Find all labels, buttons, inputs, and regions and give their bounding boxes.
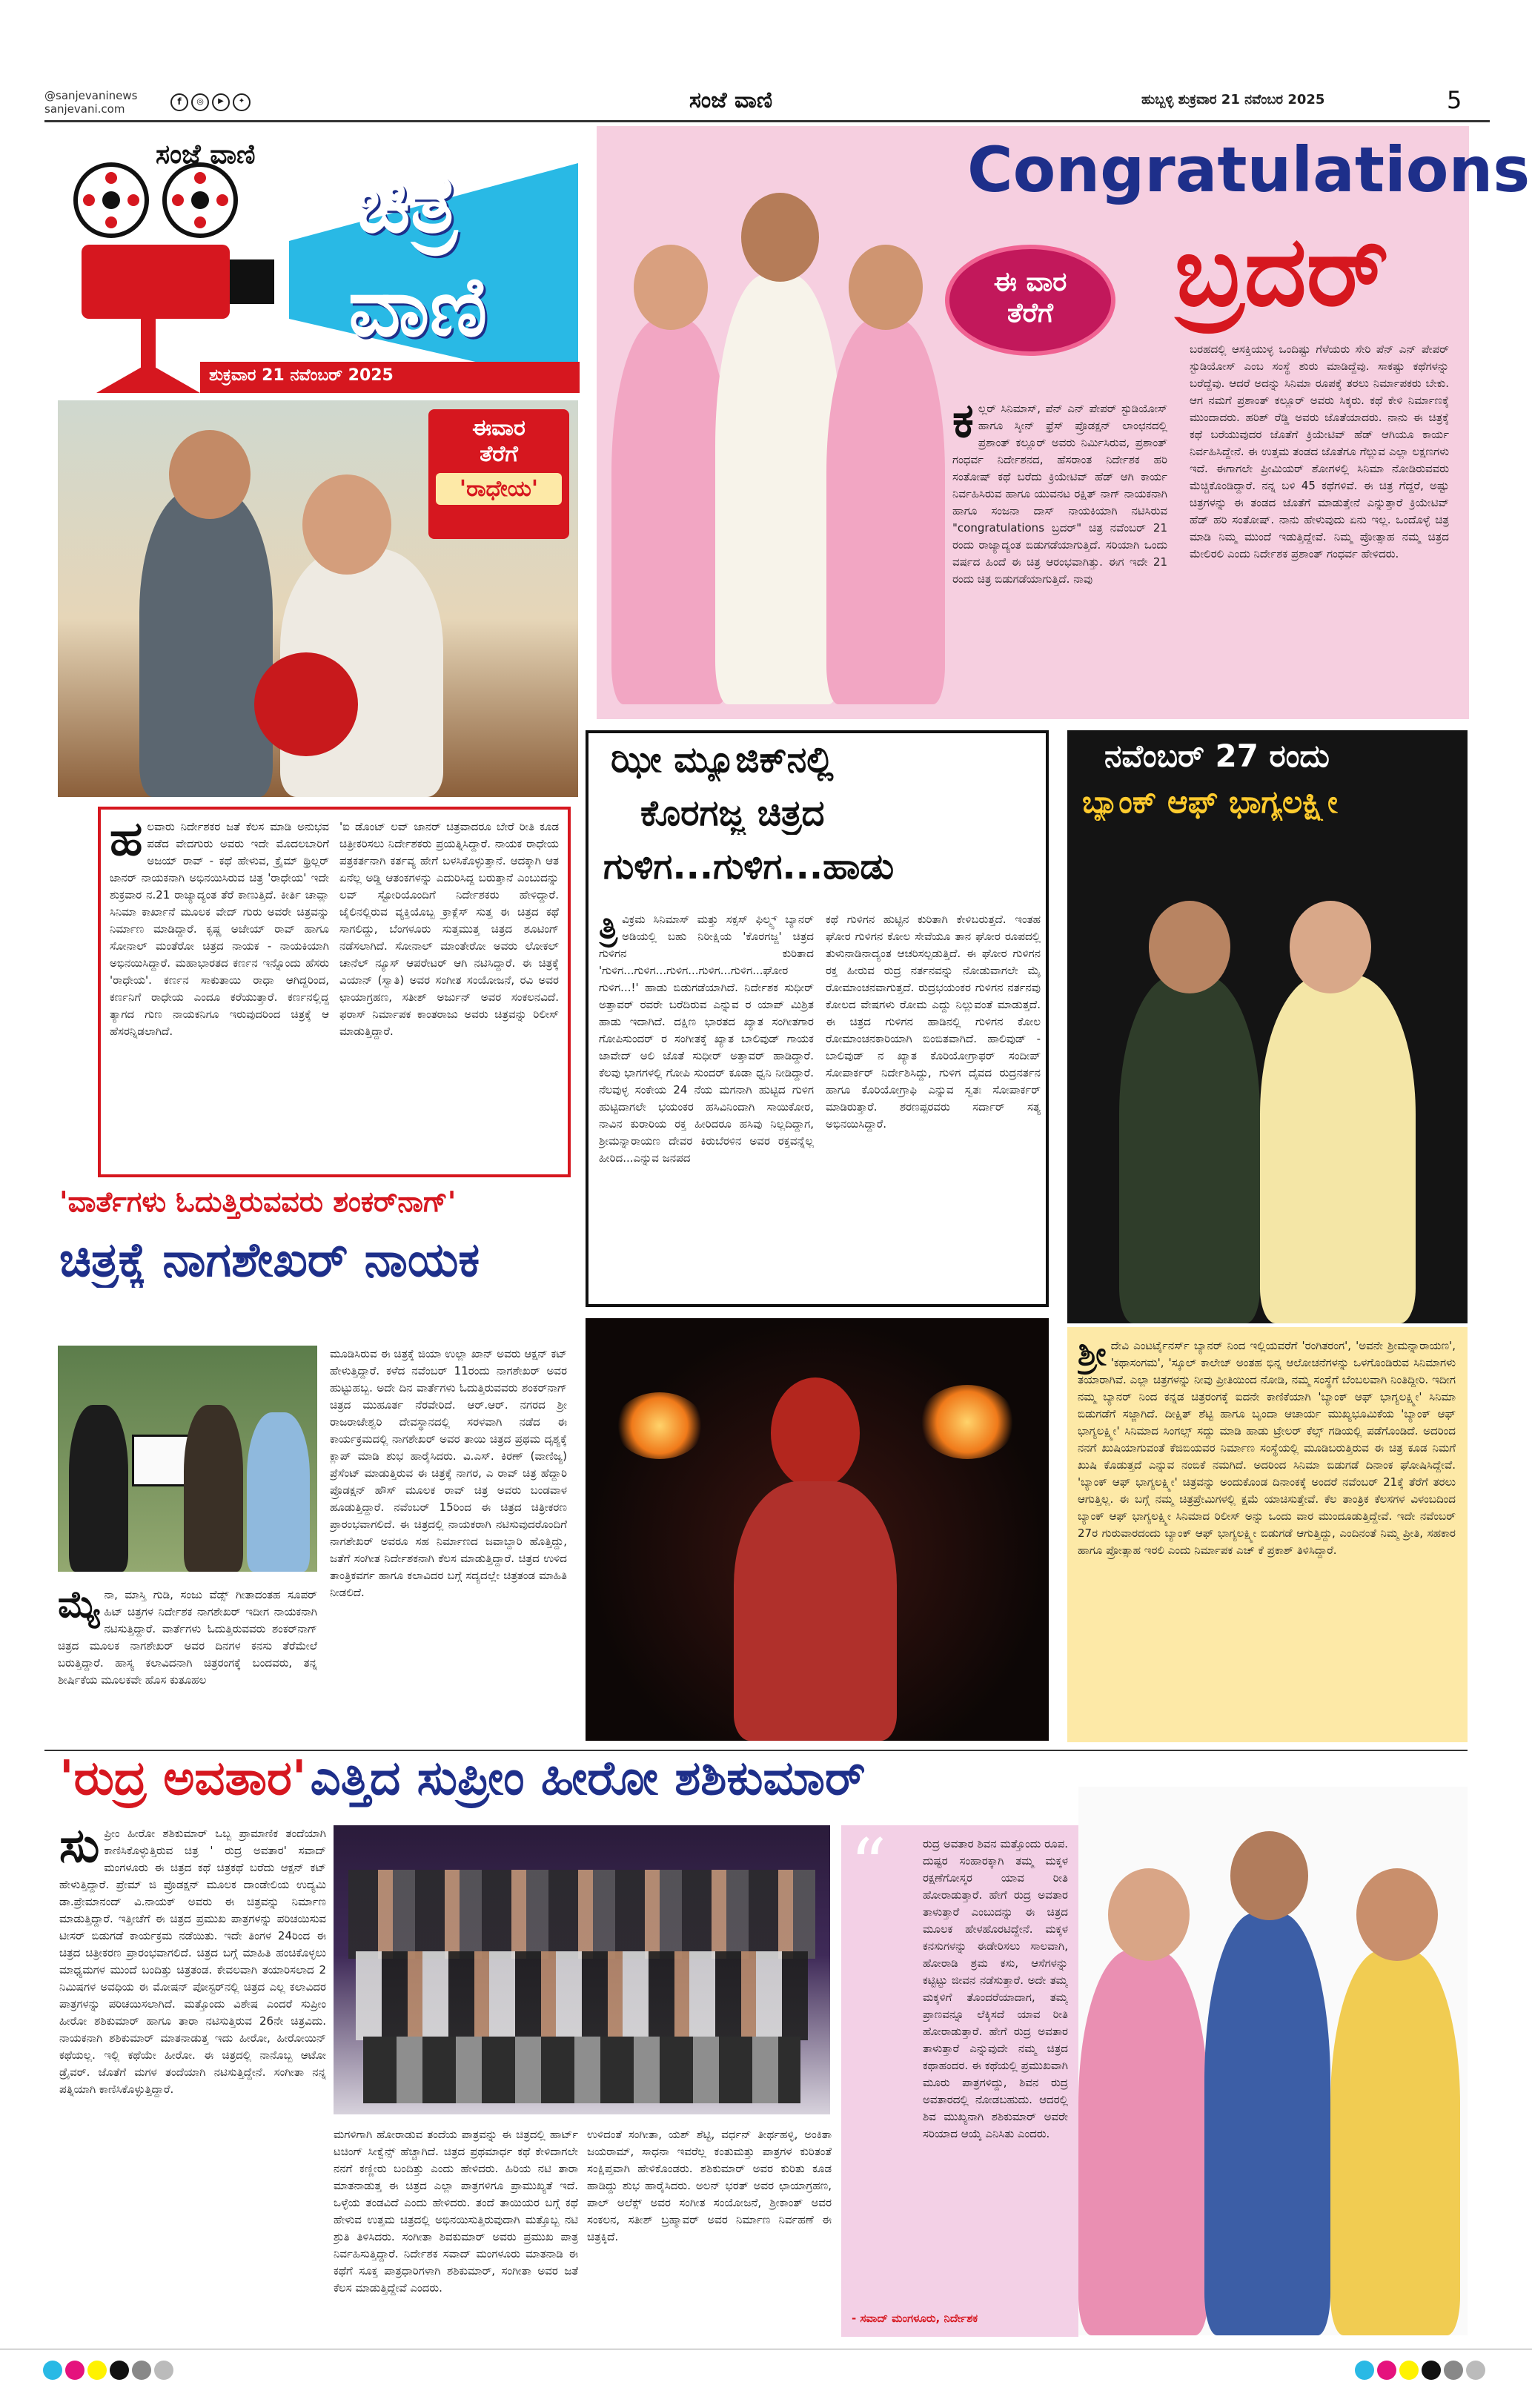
page-number: 5 [1447, 86, 1462, 114]
section-date: ಶುಕ್ರವಾರ 21 ನವೆಂಬರ್ 2025 [209, 366, 394, 385]
brother-badge [945, 245, 1115, 356]
photo-group-row-back [348, 1870, 815, 1959]
brother-congrats: Congratulations [967, 133, 1531, 206]
photo-torch-right [919, 1385, 1015, 1459]
photo-actor-center-head [741, 193, 819, 282]
shashikumar-quote-credit: - ಸವಾದ್ ಮಂಗಳೂರು, ನಿರ್ದೇಶಕ [852, 2312, 978, 2325]
brother-body-left: ಲ್ಲರ್ ಸಿನಿಮಾಸ್, ಪೆನ್ ಎನ್ ಪೇಪರ್ ಸ್ಟುಡಿಯೋಸ್ ಹಾಗೂ ಸ್ಕೀನ್ ಫ್ರೆಸ್ ಪ್ರೊಡಕ್ಷನ್ ಲಾಂಛನದಲ್ಲಿ ಪ್ರಶಾಂತ್ ಕಲ್ಲೂರ್ ಅವರು ನಿರ್ಮಿಸಿರುವ, ಪ್ರಶಾಂತ್ ಗಂಧರ್ವ ನಿರ್ದೇಶನದ, ಹೆಸರಾಂತ ನಿರ್ದೇಶಕ ಹರಿ ಸಂತೋಷ್ ಕಥೆ ಬರೆದು ಕ್ರಿಯೇಟಿವ್ ಹೆಡ್ ಆಗಿ ಕಾರ್ಯ ನಿರ್ವಹಿಸಿರುವ ಹಾಗೂ ಯುವನಟ ರಕ್ಷಿತ್ ನಾಗ್ ನಾಯಕನಾಗಿ ಹಾಗೂ ಸಂಜನಾ ದಾಸ್ ನಾಯಕಿಯಾಗಿ ನಟಿಸಿರುವ "congratulations ಬ್ರದರ್" ಚಿತ್ರ ನವೆಂಬರ್ 21 ರಂದು ರಾಜ್ಯಾದ್ಯಂತ ಬಿಡುಗಡೆಯಾಗುತ್ತಿದೆ. ಸರಿಯಾಗಿ ಒಂದು ವರ್ಷದ ಹಿಂದೆ ಈ ಚಿತ್ರ ಆರಂಭವಾಗಿತ್ತು. ಈಗ ಇದೇ 21 ರಂದು ಚಿತ್ರ ಬಿಡುಗಡೆಯಾಗುತ್ತಿದೆ. ನಾವು [952, 402, 1167, 586]
photo-actor-head [1149, 901, 1230, 993]
koragajja-body-left: ವಿಕ್ರಮ ಸಿನಿಮಾಸ್ ಮತ್ತು ಸಕ್ಸಸ್ ಫಿಲ್ಮ್ಸ್ ಬ್ಯಾನರ್ ಅಡಿಯಲ್ಲಿ ಬಹು ನಿರೀಕ್ಷಿಯ 'ಕೊರಗಜ್ಜ' ಚಿತ್ರದ ಗುಳಿಗನ ಕುರಿತಾದ 'ಗುಳಿಗ...ಗುಳಿಗ...ಗುಳಿಗ...ಗುಳಿಗ...ಗುಳಿಗ...ಘೋರ ಗುಳಿಗ...!' ಹಾಡು ಬಿಡುಗಡೆಯಾಗಿದೆ. ನಿರ್ದೇಶಕ ಸುಧೀರ್ ಅತ್ತಾವರ್ ರವರೇ ಬರೆದಿರುವ ಎನ್ನುವ ರ ಯಾಪ್ ಮಿಶ್ರಿತ ಹಾಡು ಇದಾಗಿದೆ. ದಕ್ಷಿಣ ಭಾರತದ ಖ್ಯಾತ ಸಂಗೀತಗಾರ ಗೋಪಿಸುಂದರ್ ರ ಸಂಗೀತಕ್ಕೆ ಖ್ಯಾತ ಬಾಲಿವುಡ್ ಗಾಯಕ ಜಾವೇದ್ ಅಲಿ ಜೊತೆ ಸುಧೀರ್ ಅತ್ತಾವರ್ ಹಾಡಿದ್ದಾರೆ. ಕೆಲವು ಭಾಗಗಳಲ್ಲಿ ಗೋಪಿ ಸುಂದರ್ ಕೂಡಾ ಧ್ವನಿ ನೀಡಿದ್ದಾರೆ. ನೆಲವುಳ್ಳ ಸಂಕೇಯ 24 ನೆಯ ಮಗನಾಗಿ ಹುಟ್ಟಿದ ಗುಳಿಗ ಹುಟ್ಟಿದಾಗಲೇ ಭಯಂಕರ ಹಸಿವಿನಿಂದಾಗಿ ಸಾಯಿಕೋರ, ನಾವಿನ ಕುರಾರಿಯ ರಕ್ತ ಹೀರಿದರೂ ಹಸಿವು ನಿಲ್ಲದಿದ್ದಾಗ, ಶ್ರೀಮನ್ನಾರಾಯಣ ದೇವರ ಕಿರುಬೆರಳಿನ ಅವರ ರಕ್ತವನ್ನೆಲ್ಲ ಹೀರಿದ...ಎನ್ನುವ ಜನಪದ [599, 913, 814, 1165]
twitter-icon[interactable]: ✦ [233, 93, 251, 111]
brother-feature [597, 126, 1531, 719]
photo-actor-center [715, 274, 841, 704]
photo-actress-right [826, 319, 945, 704]
photo-actor-male-head [169, 430, 251, 519]
koragajja-headline-1: ಝೀ ಮ್ಯೂಜಿಕ್‌ನಲ್ಲಿ [611, 739, 834, 781]
bhagyalakshmi-headline-2: ಬ್ಯಾಂಕ್ ಆಫ್ ಭಾಗ್ಯಲಕ್ಷ್ಮೀ [1082, 784, 1338, 820]
photo-person-1 [69, 1405, 128, 1572]
bhagyalakshmi-col [1078, 1337, 1456, 1730]
shashikumar-quote: ರುದ್ರ ಅವತಾರ ಶಿವನ ಮತ್ತೊಂದು ರೂಪ. ದುಷ್ಟರ ಸಂಹಾರಕ್ಕಾಗಿ ತಮ್ಮ ಮಕ್ಕಳ ರಕ್ಷಣೆಗೋಸ್ಕರ ಯಾವ ರೀತಿ ಹೋರಾಡುತ್ತಾರೆ. ಹೇಗೆ ರುದ್ರ ಅವತಾರ ತಾಳುತ್ತಾರೆ ಎಂಬುದನ್ನು ಈ ಚಿತ್ರದ ಮೂಲಕ ಹೇಳಹೊರಟಿದ್ದೇನೆ. ಮಕ್ಕಳ ಕನಸುಗಳನ್ನು ಈಡೇರಿಸಲು ಸಾಲವಾಗಿ, ಹೋರಾಡಿ ಶ್ರಮ ಕಸು, ಆಸೆಗಳನ್ನು ಕಟ್ಟಿಟ್ಟು ಜೀವನ ನಡೆಸುತ್ತಾರೆ. ಅದೇ ತಮ್ಮ ಮಕ್ಕಳಿಗೆ ತೊಂದರೆಯಾದಾಗ, ತಮ್ಮ ಪ್ರಾಣವನ್ನೂ ಲೆಕ್ಕಿಸದೆ ಯಾವ ರೀತಿ ಹೋರಾಡುತ್ತಾರೆ. ಹೇಗೆ ರುದ್ರ ಅವತಾರ ತಾಳುತ್ತಾರೆ ಎನ್ನುವುದೇ ನಮ್ಮ ಚಿತ್ರದ ಕಥಾಹಂದರ. ಈ ಕಥೆಯಲ್ಲಿ ಪ್ರಮುಖವಾಗಿ ಮೂರು ಪಾತ್ರಗಳಿದ್ದು, ಶಿವನ ರುದ್ರ ಅವತಾರದಲ್ಲಿ ನೋಡಬಹುದು. ಆದರಲ್ಲಿ ಶಿವ ಮುಖ್ಯನಾಗಿ ಶಶಿಕುಮಾರ್ ಅವರೇ ಸರಿಯಾದ ಆಯ್ಕೆ ಎನಿಸಿತು ಎಂದರು. [923, 1837, 1068, 2140]
website-link[interactable]: sanjevani.com [44, 102, 125, 116]
photo-actor-male [139, 489, 273, 797]
shankarnag-col1 [58, 1587, 317, 1739]
section-title-line2: ವಾಣಿ [348, 259, 488, 354]
bhagyalakshmi-body: ದೇವಿ ಎಂಟರ್ಟೈನರ್ಸ್ ಬ್ಯಾನರ್ ನಿಂದ ಇಲ್ಲಿಯವರೆಗೆ 'ರಂಗಿತರಂಗ', 'ಅವನೇ ಶ್ರೀಮನ್ನಾರಾಯಣ', 'ಕಥಾಸಂಗಮ', 'ಸ್ಕೂಲ್ ಕಾಲೇಜ್ ಅಂತಹ ಭಿನ್ನ ಆಲೋಚನೆಗಳನ್ನು ಒಳಗೊಂಡಿರುವ ಸಿನಿಮಾಗಳು ತಯಾರಾಗಿವೆ. ಎಲ್ಲಾ ಚಿತ್ರಗಳನ್ನು ನೀವು ಪ್ರೀತಿಯಿಂದ ನೋಡಿ, ನಮ್ಮ ಸಂಸ್ಥೆಗೆ ಬೆಂಬಲವಾಗಿ ನಿಂತಿದ್ದೀರಿ. ಇದೀಗ ನಮ್ಮ ಬ್ಯಾನರ್ ನಿಂದ ಕನ್ನಡ ಚಿತ್ರರಂಗಕ್ಕೆ ಐದನೇ ಕಾಣಿಕೆಯಾಗಿ 'ಬ್ಯಾಂಕ್ ಆಫ್ ಭಾಗ್ಯಲಕ್ಷ್ಮೀ' ಸಿನಿಮಾ ಬಿಡುಗಡೆಗೆ ಸಜ್ಜಾಗಿದೆ. ದೀಕ್ಷಿತ್ ಶೆಟ್ಟಿ ಹಾಗೂ ಬೃಂದಾ ಆಚಾರ್ಯ ಮುಖ್ಯಭೂಮಿಕೆಯ 'ಬ್ಯಾಂಕ್ ಆಫ್ ಭಾಗ್ಯಲಕ್ಷ್ಮೀ' ಸಿನಿಮಾದ ಸಿಂಗಲ್ಸ್ ಸದ್ದು ಮಾಡಿ ಹಾಡು ಟ್ರೇಲರ್ ಕೆಲ್ಸ್ ಗಡಿಯಲ್ಲಿ ಪಡೆಗೊಂಡಿದೆ. ಅದರಿಂದ ನನಗೆ ಖುಷಿಯಾಗುವಂತೆ ಕೆಜಿಬಿಯವರ ನಿರ್ಮಾಣ ಸಂಸ್ಥೆಯಲ್ಲಿ ಮೂಡಿಬರುತ್ತಿರುವ ಈ ಚಿತ್ರ ಕೂಡ ನಿಮಗೆ ಖುಷಿ ಕೊಡುತ್ತದೆ ಎನ್ನುವ ನಂಬಿಕೆ ನಮಗಿದೆ. ಅದರಿಂದ ಸಿನಿಮಾ ಬಿಡುಗಡೆ ದಿನಾಂಕ ಘೋಷಿಸಿದ್ದೇವೆ. 'ಬ್ಯಾಂಕ್ ಆಫ್ ಭಾಗ್ಯಲಕ್ಷ್ಮೀ' ಚಿತ್ರವನ್ನು ಅಂದುಕೊಂಡ ದಿನಾಂಕಕ್ಕೆ ಅಂದರೆ ನವೆಂಬರ್ 21ಕ್ಕೆ ತೆರೆಗೆ ತರಲು ಆಗುತ್ತಿಲ್ಲ. ಈ ಬಗ್ಗೆ ನಮ್ಮ ಚಿತ್ರಪ್ರೇಮಿಗಳಲ್ಲಿ ಕ್ಷಮೆ ಯಾಚಿಸುತ್ತೇವೆ. ಕೆಲ ತಾಂತ್ರಿಕ ಕೆಲಸಗಳ ವಿಳಂಬದಿಂದ ಬ್ಯಾಂಕ್ ಆಫ್ ಭಾಗ್ಯಲಕ್ಷ್ಮೀ ಸಿನಿಮಾದ ರಿಲೀಸ್ ಅನ್ನು ಒಂದು ವಾರ ಮುಂದೂಡುತ್ತಿದ್ದೇವೆ. ಇದೇ ನವೆಂಬರ್ 27ರ ಗುರುವಾರದಂದು ಬ್ಯಾಂಕ್ ಆಫ್ ಭಾಗ್ಯಲಕ್ಷ್ಮೀ ಬಿಡುಗಡೆ ಆಗುತ್ತಿದ್ದು, ಎಂದಿನಂತೆ ನಿಮ್ಮ ಪ್ರೀತಿ, ಸಹಕಾರ ಹಾಗೂ ಪ್ರೋತ್ಸಾಹ ಇರಲಿ ಎಂದು ನಿರ್ಮಾಪಕ ಎಚ್ ಕೆ ಪ್ರಕಾಶ್ ತಿಳಿಸಿದ್ದಾರೆ. [1078, 1339, 1456, 1557]
koragajja-article [586, 730, 1049, 1307]
shashikumar-cast-photo [1078, 1787, 1468, 2335]
photo-actress-right-head [849, 245, 923, 330]
dateline: ಹುಬ್ಬಳ್ಳಿ ಶುಕ್ರವಾರ 21 ನವೆಂಬರ 2025 [1141, 92, 1325, 108]
photo-actor [1119, 975, 1260, 1323]
social-icons [170, 93, 251, 111]
brother-dropcap: ಕ [952, 400, 974, 449]
shankarnag-article [44, 1182, 578, 1746]
photo-performer-body [734, 1481, 897, 1741]
photo-actress-left-head [1108, 1868, 1190, 1961]
bhagyalakshmi-photo [1067, 730, 1468, 1323]
photo-torch-left [615, 1392, 704, 1459]
brother-col2: ಬರಹದಲ್ಲಿ ಆಸಕ್ತಿಯುಳ್ಳ ಒಂದಿಷ್ಟು ಗೆಳೆಯರು ಸೇರಿ ಪೆನ್ ಎನ್ ಪೇಪರ್ ಸ್ಟುಡಿಯೋಸ್ ಎಂಬ ಸಂಸ್ಥೆ ಶುರು ಮಾಡಿದ್ದೆವು. ಸಾಕಷ್ಟು ಕಥೆಗಳನ್ನು ಬರೆದ್ದೆವು. ಆದರೆ ಅದನ್ನು ಸಿನಿಮಾ ರೂಪಕ್ಕೆ ತರಲು ನಿರ್ಮಾಪಕರು ಬೇಕು. ಆಗ ನಮಗೆ ಪ್ರಶಾಂತ್ ಕಲ್ಲೂರ್ ಅವರು ಸಿಕ್ಕರು. ಕಥೆ ಕೇಳಿ ನಿರ್ಮಾಣಕ್ಕೆ ಮುಂದಾದರು. ಹರಿಶ್ ರೆಡ್ಡಿ ಅವರು ಜೊತೆಯಾದರು. ನಾನು ಈ ಚಿತ್ರಕ್ಕೆ ಕಥೆ ಬರೆಯುವುದರ ಜೊತೆಗೆ ಕ್ರಿಯೇಟಿವ್ ಹೆಡ್ ಆಗಿಯೂ ಕಾರ್ಯ ನಿರ್ವಹಿಸಿದ್ದೇನೆ. ಈ ಉತ್ತಮ ತಂಡದ ಜೊತೆಗೂ ಗೆಲ್ಲುವ ಎಲ್ಲಾ ಲಕ್ಷಣಗಳು ಇದೆ. ಈಗಾಗಲೇ ಪ್ರೀಮಿಯರ್ ಶೋಗಳಲ್ಲಿ ಸಿನಿಮಾ ನೋಡಿರುವವರು ಮೆಚ್ಚಿಕೊಂಡಿದ್ದಾರೆ. ನನ್ನ ಬಳಿ 45 ಕಥೆಗಳಿವೆ. ಈ ಚಿತ್ರ ಗೆದ್ದರೆ, ಅಷ್ಟು ಚಿತ್ರಗಳನ್ನು ಈ ತಂಡದ ಜೊತೆಗೆ ಮಾಡುತ್ತೇನೆ ಎನ್ನುತ್ತಾರೆ ಕ್ರಿಯೇಟಿವ್ ಹೆಡ್ ಹರಿ ಸಂತೋಷ್. ನಾನು ಹೇಳುವುದು ಏನು ಇಲ್ಲ. ಒಂದೊಳ್ಳೆ ಚಿತ್ರ ಮಾಡಿ ನಿಮ್ಮ ಮುಂದೆ ಇಡುತ್ತಿದ್ದೇವೆ. ನಿಮ್ಮ ಪ್ರೋತ್ಸಾಹ ನಮ್ಮ ಚಿತ್ರದ ಮೇಲಿರಲಿ ಎಂದು ನಿರ್ದೇಶಕ ಪ್ರಶಾಂತ್ ಗಂಧರ್ವ ಹೇಳಿದರು. [1190, 343, 1449, 560]
radheya-badge-title: 'ರಾಧೇಯ' [436, 473, 562, 505]
photo-actress-left [611, 319, 730, 704]
brother-title: ಬ್ರದರ್ [1175, 215, 1389, 328]
photo-actress-right-head [1356, 1868, 1438, 1961]
section-title-line1: ಚಿತ್ರ [356, 156, 457, 251]
shashikumar-headline [59, 1751, 1156, 1818]
section-brand: ಸಂಜೆ ವಾಣಿ [156, 139, 256, 170]
brother-photo [597, 126, 952, 704]
radheya-photo [58, 400, 578, 797]
brother-col1 [952, 400, 1167, 712]
photo-actress-left [1078, 1950, 1208, 2335]
radheya-article [98, 807, 571, 1177]
koragajja-dropcap: ತ್ರಿ [599, 911, 618, 946]
section-date-bar [200, 362, 580, 393]
bhagyalakshmi-article [1067, 1327, 1468, 1742]
photo-actress-right [1330, 1950, 1460, 2335]
shankarnag-dropcap: ಮ್ಯೆ [58, 1587, 100, 1626]
shashikumar-col3: ಉಳಿದಂತೆ ಸಂಗೀತಾ, ಯಶ್ ಶೆಟ್ಟಿ, ವರ್ಧನ್ ತೀರ್ಥಹಳ್ಳಿ, ಅಂಕಿತಾ ಜಯರಾಮ್, ಸಾಧನಾ ಇವರೆಲ್ಲ ಕಂತುಮತ್ತು ಪಾತ್ರಗಳ ಕುರಿತಂತೆ ಸಂಕ್ಷಿಪ್ತವಾಗಿ ಹೇಳಿಕೊಂಡರು. ಶಶಿಕುಮಾರ್ ಅವರ ಕುರಿತು ಕೂಡ ಹಾಡಿದ್ದು ಶುಭ ಹಾರೈಸಿದರು. ಅಲನ್ ಭರತ್ ಅವರ ಛಾಯಾಗ್ರಹಣ, ಪಾಲ್ ಅಲೆಕ್ಸ್ ಅವರ ಸಂಗೀತ ಸಂಯೋಜನೆ, ಶ್ರೀಕಾಂತ್ ಅವರ ಸಂಕಲನ, ಸತೀಶ್ ಬ್ರಹ್ಮಾವರ್ ಅವರ ನಿರ್ಮಾಣ ನಿರ್ವಹಣೆ ಈ ಚಿತ್ರಕ್ಕಿದೆ. [587, 2128, 832, 2243]
shashikumar-headline-rest: ಎತ್ತಿದ ಸುಪ್ರೀಂ ಹೀರೋ ಶಶಿಕುಮಾರ್ [310, 1751, 866, 1806]
radheya-dropcap: ಹ [110, 818, 143, 867]
brother-badge-line1: ಈ ವಾರ [993, 267, 1067, 297]
shashikumar-body-col1: ಪ್ರೀಂ ಹೀರೋ ಶಶಿಕುಮಾರ್ ಒಬ್ಬ ಪ್ರಾಮಾಣಿಕ ತಂದೆಯಾಗಿ ಕಾಣಿಸಿಕೊಳ್ಳುತ್ತಿರುವ ಚಿತ್ರ ' ರುದ್ರ ಅವತಾರ' ಸವಾದ್ ಮಂಗಳೂರು ಈ ಚಿತ್ರದ ಕಥೆ ಚಿತ್ರಕಥೆ ಬರೆದು ಆಕ್ಷನ್ ಕಟ್ ಹೇಳುತ್ತಿದ್ದಾರೆ. ಪ್ರೇಮ್ ಜಿ ಪ್ರೊಡಕ್ಷನ್ ಮೂಲಕ ದಾಂಡೇಲಿಯ ಉದ್ಯಮಿ ಡಾ.ಪ್ರೇಮಾನಂದ್ ವಿ.ನಾಯಕ್ ಅವರು ಈ ಚಿತ್ರವನ್ನು ನಿರ್ಮಾಣ ಮಾಡುತ್ತಿದ್ದಾರೆ. ಇತ್ತೀಚೆಗೆ ಈ ಚಿತ್ರದ ಪ್ರಮುಖ ಪಾತ್ರಗಳನ್ನು ಪರಿಚಯಿಸುವ ಟೀಸರ್ ಬಿಡುಗಡೆ ಕಾರ್ಯಕ್ರಮ ನಡೆಯಿತು. ಇದೇ ತಿಂಗಳ 24ರಿಂದ ಈ ಚಿತ್ರದ ಚಿತ್ರೀಕರಣ ಪ್ರಾರಂಭವಾಗಲಿದೆ. ಚಿತ್ರದ ಬಗ್ಗೆ ಮಾಹಿತಿ ಹಂಚಿಕೊಳ್ಳಲು ಮಾಧ್ಯಮಗಳ ಮುಂದೆ ಬಂದಿತ್ತು ಚಿತ್ರತಂಡ. ಕೇವಲವಾಗಿ ತಯಾರಿಸಲಾದ 2 ನಿಮಿಷಗಳ ಅವಧಿಯ ಈ ಮೋಷನ್ ಪೋಸ್ಟರ್‌ನಲ್ಲಿ ಚಿತ್ರದ ಎಲ್ಲ ಕಲಾವಿದರ ಪಾತ್ರಗಳನ್ನು ಪರಿಚಯಿಸಲಾಗಿದೆ. ಮತ್ತೊಂದು ವಿಶೇಷ ಎಂದರೆ ಸುಪ್ರೀಂ ಹೀರೋ ಶಶಿಕುಮಾರ್ ಹಾಗೂ ತಾರಾ ನಟಿಸುತ್ತಿರುವ 26ನೇ ಚಿತ್ರವಿದು. ನಾಯಕನಾಗಿ ಶಶಿಕುಮಾರ್ ಮಾತನಾಡುತ್ತ ಇದು ಹೀರೋ, ಹೀರೋಯಿನ್ ಕಥೆಯಲ್ಲ. ಇಲ್ಲಿ ಕಥೆಯೇ ಹೀರೋ. ಈ ಚಿತ್ರದಲ್ಲಿ ನಾನೊಬ್ಬ ಆಟೋ ಡ್ರೈವರ್. ಜೊತೆಗೆ ಮಗಳ ತಂದೆಯಾಗಿ ನಟಿಸುತ್ತಿದ್ದೇನೆ. ಸಂಗೀತಾ ನನ್ನ ಪತ್ನಿಯಾಗಿ ಕಾಣಿಸಿಕೊಳ್ಳುತ್ತಿದ್ದಾರೆ. [59, 1827, 326, 2096]
radheya-col2: 'ಐ ಡೊಂಟ್ ಲವ್ ಜಾನರ್ ಚಿತ್ರವಾದರೂ ಬೇರೆ ರೀತಿ ಕೂಡ ಚಿತ್ರೀಕರಿಸಲು ನಿರ್ದೇಶಕರು ಪ್ರಯತ್ನಿಸಿದ್ದಾರೆ. ನಾಯಕ ರಾಧೇಯ ಪತ್ರಕರ್ತನಾಗಿ ಕರ್ತವ್ಯ ಹೇಗೆ ಬಳಸಿಕೊಳ್ಳುತ್ತಾನೆ. ಆದಕ್ಕಾಗಿ ಆತ ಏನೆಲ್ಲ ಅಡ್ಡಿ ಆತಂಕಗಳನ್ನು ಎದುರಿಸಿದ್ದ ಬರುತ್ತಾನೆ ಎಂಬುದನ್ನು ಲವ್ ಸ್ಟೋರಿಯೊಂದಿಗೆ ನಿರ್ದೇಶಕರು ಹೇಳಿದ್ದಾರೆ. ಜೈಲಿನಲ್ಲಿರುವ ವ್ಯಕ್ತಿಯೊಬ್ಬ ಕ್ರಾಕ್ಲೆಸ್ ಸುತ್ತ ಈ ಚಿತ್ರದ ಕಥೆ ಸಾಗಲಿದ್ದು, ಬೆಂಗಳೂರು ಸುತ್ತಮುತ್ತ ಚಿತ್ರದ ಶೂಟಿಂಗ್ ನಡೆಸಲಾಗಿದೆ. ಸೋನಾಲ್ ಮಾಂತೇರೋ ಅವರು ಲೋಕಲ್ ಚಾನೆಲ್ ನ್ಯೂಸ್ ಆಪರೇಟರ್ ಆಗಿ ನಟಿಸಿದ್ದಾರೆ. ಈ ಚಿತ್ರಕ್ಕೆ ವಿಯಾನ್ (ಸ್ವಾತಿ) ಅವರ ಸಂಗೀತ ಸಂಯೋಜನೆ, ರವಿ ಅವರ ಛಾಯಾಗ್ರಹಣ, ಸತೀಶ್ ಅರ್ಜುನ್ ಅವರ ಸಂಕಲನವಿದೆ. ಫರಾಸ್ ನಿರ್ಮಾಪಕ ಕಾಂತರಾಜು ಅವರು ಚಿತ್ರವನ್ನು ರಿಲೀಸ್ ಮಾಡುತ್ತಿದ್ದಾರೆ. [339, 820, 559, 1038]
shashikumar-col1 [59, 1825, 326, 2329]
photo-person-3 [247, 1412, 310, 1572]
shashikumar-col2: ಮಗಳಿಗಾಗಿ ಹೋರಾಡುವ ತಂದೆಯ ಪಾತ್ರವನ್ನು ಈ ಚಿತ್ರದಲ್ಲಿ ಹಾರ್ಟ್ ಟಚಿಂಗ್ ಸೀಕ್ವೆನ್ಸ್ ಹೆಚ್ಚಾಗಿದೆ. ಚಿತ್ರದ ಪ್ರಥಮಾರ್ಧ ಕಥೆ ಕೇಳಿದಾಗಲೇ ನನಗೆ ಕಣ್ಣೀರು ಬಂದಿತ್ತು ಎಂದು ಹೇಳಿದರು. ಹಿರಿಯ ನಟಿ ತಾರಾ ಮಾತನಾಡುತ್ತ ಈ ಚಿತ್ರದ ಎಲ್ಲಾ ಪಾತ್ರಗಳಿಗೂ ಪ್ರಾಮುಖ್ಯತೆ ಇದೆ. ಒಳ್ಳೆಯ ತಂಡವಿದೆ ಎಂದು ಹೇಳಿದರು. ತಂದೆ ತಾಯಿಯರ ಬಗ್ಗೆ ಕಥೆ ಹೇಳುವ ಉತ್ತಮ ಚಿತ್ರದಲ್ಲಿ ಅಭಿನಯಿಸುತ್ತಿರುವುದಾಗಿ ಮತ್ತೊಬ್ಬ ನಟಿ ಶ್ರುತಿ ತಿಳಿಸಿದರು. ಸಂಗೀತಾ ಶಿವಕುಮಾರ್ ಅವರು ಪ್ರಮುಖ ಪಾತ್ರ ನಿರ್ವಹಿಸುತ್ತಿದ್ದಾರೆ. ನಿರ್ದೇಶಕ ಸವಾದ್ ಮಂಗಳೂರು ಮಾತನಾಡಿ ಈ ಕಥೆಗೆ ಸೂಕ್ತ ಪಾತ್ರಧಾರಿಗಳಾಗಿ ಶಶಿಕುಮಾರ್, ಸಂಗೀತಾ ಅವರ ಜತೆ ಕೆಲಸ ಮಾಡುತ್ತಿದ್ದೇವೆ ಎಂದರು. [334, 2128, 578, 2295]
shashikumar-group-photo [334, 1825, 830, 2114]
photo-group-row-front [363, 2037, 800, 2103]
photo-actress [1260, 975, 1416, 1323]
youtube-icon[interactable]: ▶ [212, 93, 230, 111]
shankarnag-headline: ಚಿತ್ರಕ್ಕೆ ನಾಗಶೇಖರ್ ನಾಯಕ [59, 1233, 480, 1288]
color-swatches-left [43, 2361, 176, 2383]
shashikumar-headline-quoted: 'ರುದ್ರ ಅವತಾರ' [59, 1751, 307, 1806]
koragajja-col1 [599, 911, 814, 1297]
radheya-badge [428, 409, 569, 539]
koragajja-headline-3: ಗುಳಿಗ...ಗುಳಿಗ...ಹಾಡು [603, 846, 895, 887]
social-handle[interactable]: @sanjevaninews [44, 89, 138, 102]
radheya-badge-line2: ತೆರೆಗೆ [480, 441, 518, 467]
page-header [0, 0, 1532, 119]
radheya-col1 [110, 818, 329, 1165]
koragajja-headline-2: ಕೊರಗಜ್ಜ ಚಿತ್ರದ [640, 793, 825, 834]
bhagyalakshmi-headline-1: ನವೆಂಬರ್ 27 ರಂದು [1104, 738, 1330, 774]
shankarnag-body-left: ನಾ, ಮಾಸ್ತಿ ಗುಡಿ, ಸಂಜು ವೆಡ್ಸ್ ಗೀತಾದಂತಹ ಸೂಪರ್ ಹಿಟ್ ಚಿತ್ರಗಳ ನಿರ್ದೇಶಕ ನಾಗಶೇಖರ್ ಇದೀಗ ನಾಯಕನಾಗಿ ನಟಿಸುತ್ತಿದ್ದಾರೆ. ವಾರ್ತೆಗಳು ಓದುತ್ತಿರುವವರು ಶಂಕರ್‌ನಾಗ್ ಚಿತ್ರದ ಮೂಲಕ ನಾಗಶೇಖರ್ ಅವರ ದಿನಗಳ ಕನಸು ತೆರೆಮೇಲೆ ಬರುತ್ತಿದ್ದಾರೆ. ಹಾಸ್ಯ ಕಲಾವಿದನಾಗಿ ಚಿತ್ರರಂಗಕ್ಕೆ ಬಂದವರು, ತನ್ನ ಶೀರ್ಷಿಕೆಯ ಮೂಲಕವೇ ಹೊಸ ಕುತೂಹಲ [58, 1588, 317, 1687]
shankarnag-photo [58, 1346, 317, 1572]
shashikumar-quote-box [841, 1825, 1078, 2337]
bhagyalakshmi-dropcap: ಶ್ರೀ [1078, 1337, 1107, 1373]
photo-group-row-mid [356, 1951, 808, 2040]
radheya-body-left: ಲವಾರು ನಿರ್ದೇಶಕರ ಜತೆ ಕೆಲಸ ಮಾಡಿ ಅನುಭವ ಪಡೆದ ವೇದಗುರು ಅವರು ಇದೇ ಮೊದಲಬಾರಿಗೆ ಅಜಯ್ ರಾವ್ - ಕಥೆ ಹೇಳುವ, ಕ್ರೈಮ್ ಥ್ರಿಲ್ಲರ್ ಜಾನರ್ ನಾಯಕನಾಗಿ ಅಭಿನಯಿಸಿರುವ ಚಿತ್ರ 'ರಾಧೇಯ' ಇದೇ ಶುಕ್ರವಾರ ನ.21 ರಾಜ್ಯಾದ್ಯಂತ ತೆರೆ ಕಾಣುತ್ತಿದೆ. ಕೀರ್ತಿ ಚಾವ್ಲಾ ಸಿನಿಮಾ ಕಾರ್ಖಾನೆ ಮೂಲಕ ವೇದ್ ಗುರು ಅವರೇ ಚಿತ್ರವನ್ನು ನಿರ್ಮಾಣ ಮಾಡಿದ್ದಾರೆ. ಕೃಷ್ಣ ಅಜೇಯ್ ರಾವ್ ಹಾಗೂ ಸೋನಾಲ್ ಮಂತೆರೋ ಚಿತ್ರದ ನಾಯಕ - ನಾಯಕಿಯಾಗಿ ಅಭಿನಯಿಸಿದ್ದಾರೆ. ಮಹಾಭಾರತದ ಕರ್ಣನ ಇನ್ನೊಂದು ಹೆಸರು 'ರಾಧೇಯ'. ಕರ್ಣನ ಸಾಕುತಾಯಿ ರಾಧಾ ಆಗಿದ್ದರಿಂದ, ಕರ್ಣನಿಗೆ ರಾಧೇಯ ಎಂದೂ ಕರೆಯುತ್ತಾರೆ. ಕರ್ಣನಲ್ಲಿದ್ದ ತ್ಯಾಗದ ಗುಣ ನಾಯಕನಿಗೂ ಇರುವುದರಿಂದ ಚಿತ್ರಕ್ಕೆ ಆ ಹೆಸರನ್ನಿಡಲಾಗಿದೆ. [110, 820, 329, 1038]
color-swatches-right [1355, 2361, 1488, 2383]
koragajja-col2: ಕಥೆ ಗುಳಿಗನ ಹುಟ್ಟಿನ ಕುರಿತಾಗಿ ಕೇಳಿಬರುತ್ತದೆ. ಇಂತಹ ಘೋರ ಗುಳಿಗನ ಕೋಲ ಸೇವೆಯೂ ತಾನ ಘೋರ ರೂಪದಲ್ಲಿ ತುಳುನಾಡಿನಾದ್ಯಂತ ಆಚರಿಸಲ್ಪಡುತ್ತಿದೆ. ಈ ಘೋರ ಗುಳಿಗನ ರಕ್ತ ಹೀರುವ ರುದ್ರ ನರ್ತನವನ್ನು ನೋಡುವಾಗಲೇ ಮೈ ರೋಮಾಂಚನವಾಗುತ್ತದೆ. ರುದ್ರಭಯಂಕರ ಗುಳಿಗನ ನರ್ತನವು ಕೋಲದ ವೇಷಗಳು ರೋಮ ಎದ್ದು ನಿಲ್ಲುವಂತೆ ಮಾಡುತ್ತದೆ. ಈ ಚಿತ್ರದ ಗುಳಿಗನ ಹಾಡಿನಲ್ಲಿ ಗುಳಿಗನ ಕೋಲ ರೋಮಾಂಚನಕಾರಿಯಾಗಿ ಬಿಂಬಿತವಾಗಿದೆ. ಹಾಲಿವುಡ್‌ - ಬಾಲಿವುಡ್ ನ ಖ್ಯಾತ ಕೊರಿಯೋಗ್ರಾಫರ್ ಸಂದೀಪ್ ಸೋಪಾರ್ಕರ್ ನಿರ್ದೇಶಿಸಿದ್ದು, ಗುಳಿಗ ದೈವದ ರುದ್ರನರ್ತನ ಹಾಗೂ ಕೊರಿಯೋಗ್ರಾಫಿ ಎನ್ನುವ ಸ್ವತಃ ಸೋಪಾರ್ಕರ್ ಮಾಡಿರುತ್ತಾರೆ. ಶರಣಪ್ಪರವರು ಸರ್ದಾರ್ ಸತ್ಯ ಅಭಿನಯಿಸಿದ್ದಾರೆ. [826, 913, 1041, 1131]
radheya-badge-line1: ಈವಾರ [472, 415, 525, 441]
brother-badge-line2: ತೆರೆಗೆ [1007, 298, 1053, 328]
instagram-icon[interactable]: ◎ [191, 93, 209, 111]
quote-icon: “ [850, 1824, 887, 1907]
photo-person-2 [184, 1405, 243, 1572]
section-banner [44, 126, 580, 399]
shashikumar-dropcap: ಸು [59, 1825, 100, 1873]
header-rule [44, 120, 1490, 122]
photo-scooter-headlight [254, 652, 358, 756]
shankarnag-kicker: 'ವಾರ್ತೆಗಳು ಓದುತ್ತಿರುವವರು ಶಂಕರ್‌ನಾಗ್' [59, 1185, 457, 1218]
koragajja-photo [586, 1318, 1049, 1741]
facebook-icon[interactable]: f [170, 93, 188, 111]
masthead: ಸಂಜೆ ವಾಣಿ [689, 87, 773, 113]
photo-actress-left-head [634, 245, 708, 330]
photo-actress-head [302, 474, 391, 575]
photo-actor-center [1204, 1913, 1330, 2335]
photo-performer-mask [771, 1377, 860, 1489]
photo-actor-center-head [1230, 1831, 1308, 1920]
shankarnag-col2: ಮೂಡಿಸಿರುವ ಈ ಚಿತ್ರಕ್ಕೆ ಜಿಯಾ ಉಲ್ಲಾ ಖಾನ್ ಅವರು ಆಕ್ಷನ್ ಕಟ್ ಹೇಳುತ್ತಿದ್ದಾರೆ. ಕಳೆದ ನವೆಂಬರ್ 11ರಂದು ನಾಗಶೇಖರ್ ಅವರ ಹುಟ್ಟುಹಬ್ಬ. ಅದೇ ದಿನ ವಾರ್ತೆಗಳು ಓದುತ್ತಿರುವವರು ಶಂಕರ್‌ನಾಗ್ ಚಿತ್ರದ ಮುಹೂರ್ತ ನೆರವೇರಿದೆ. ಆರ್.ಆರ್. ನಗರದ ಶ್ರೀ ರಾಜರಾಜೇಶ್ವರಿ ದೇವಸ್ಥಾನದಲ್ಲಿ ಸರಳವಾಗಿ ನಡೆದ ಈ ಕಾರ್ಯಕ್ರಮದಲ್ಲಿ ನಾಗಶೇಖರ್ ಅವರ ತಾಯಿ ಚಿತ್ರದ ಪ್ರಥಮ ದೃಶ್ಯಕ್ಕೆ ಕ್ಲಾಪ್ ಮಾಡಿ ಶುಭ ಹಾರೈಸಿದರು. ವಿ.ಎಸ್. ಕಿರಣ್ (ವಾಣಿಜ್ಯ) ಪ್ರೆಸೆಂಟ್ ಮಾಡುತ್ತಿರುವ ಈ ಚಿತ್ರಕ್ಕೆ ನಾಗರ, ಎ ರಾವ್ ಚಿತ್ರ ಹೆದ್ದಾರಿ ಪ್ರೊಡಕ್ಷನ್ ಹೌಸ್ ಮೂಲಕ ರಾವ್ ಚಿತ್ರ ಅವರು ಬಂಡವಾಳ ಹೂಡುತ್ತಿದ್ದಾರೆ. ನವೆಂಬರ್ 15ರಿಂದ ಈ ಚಿತ್ರದ ಚಿತ್ರೀಕರಣ ಪ್ರಾರಂಭವಾಗಲಿದೆ. ಈ ಚಿತ್ರದಲ್ಲಿ ನಾಯಕರಾಗಿ ನಟಿಸುವುದರೊಂದಿಗೆ ನಾಗಶೇಖರ್ ಅವರೂ ಸಹ ನಿರ್ಮಾಣದ ಜವಾಬ್ದಾರಿ ಹೊತ್ತಿದ್ದು, ಜತೆಗೆ ಸಂಗೀತ ನಿರ್ದೇಶಕನಾಗಿ ಕೆಲಸ ಮಾಡುತ್ತಿದ್ದಾರೆ. ಚಿತ್ರದ ಉಳಿದ ತಾಂತ್ರಿಕವರ್ಗ ಹಾಗೂ ಕಲಾವಿದರ ಬಗ್ಗೆ ಸದ್ಯದಲ್ಲೇ ಚಿತ್ರತಂಡ ಮಾಹಿತಿ ನೀಡಲಿದೆ. [330, 1347, 567, 1599]
photo-actress-head [1290, 901, 1371, 993]
